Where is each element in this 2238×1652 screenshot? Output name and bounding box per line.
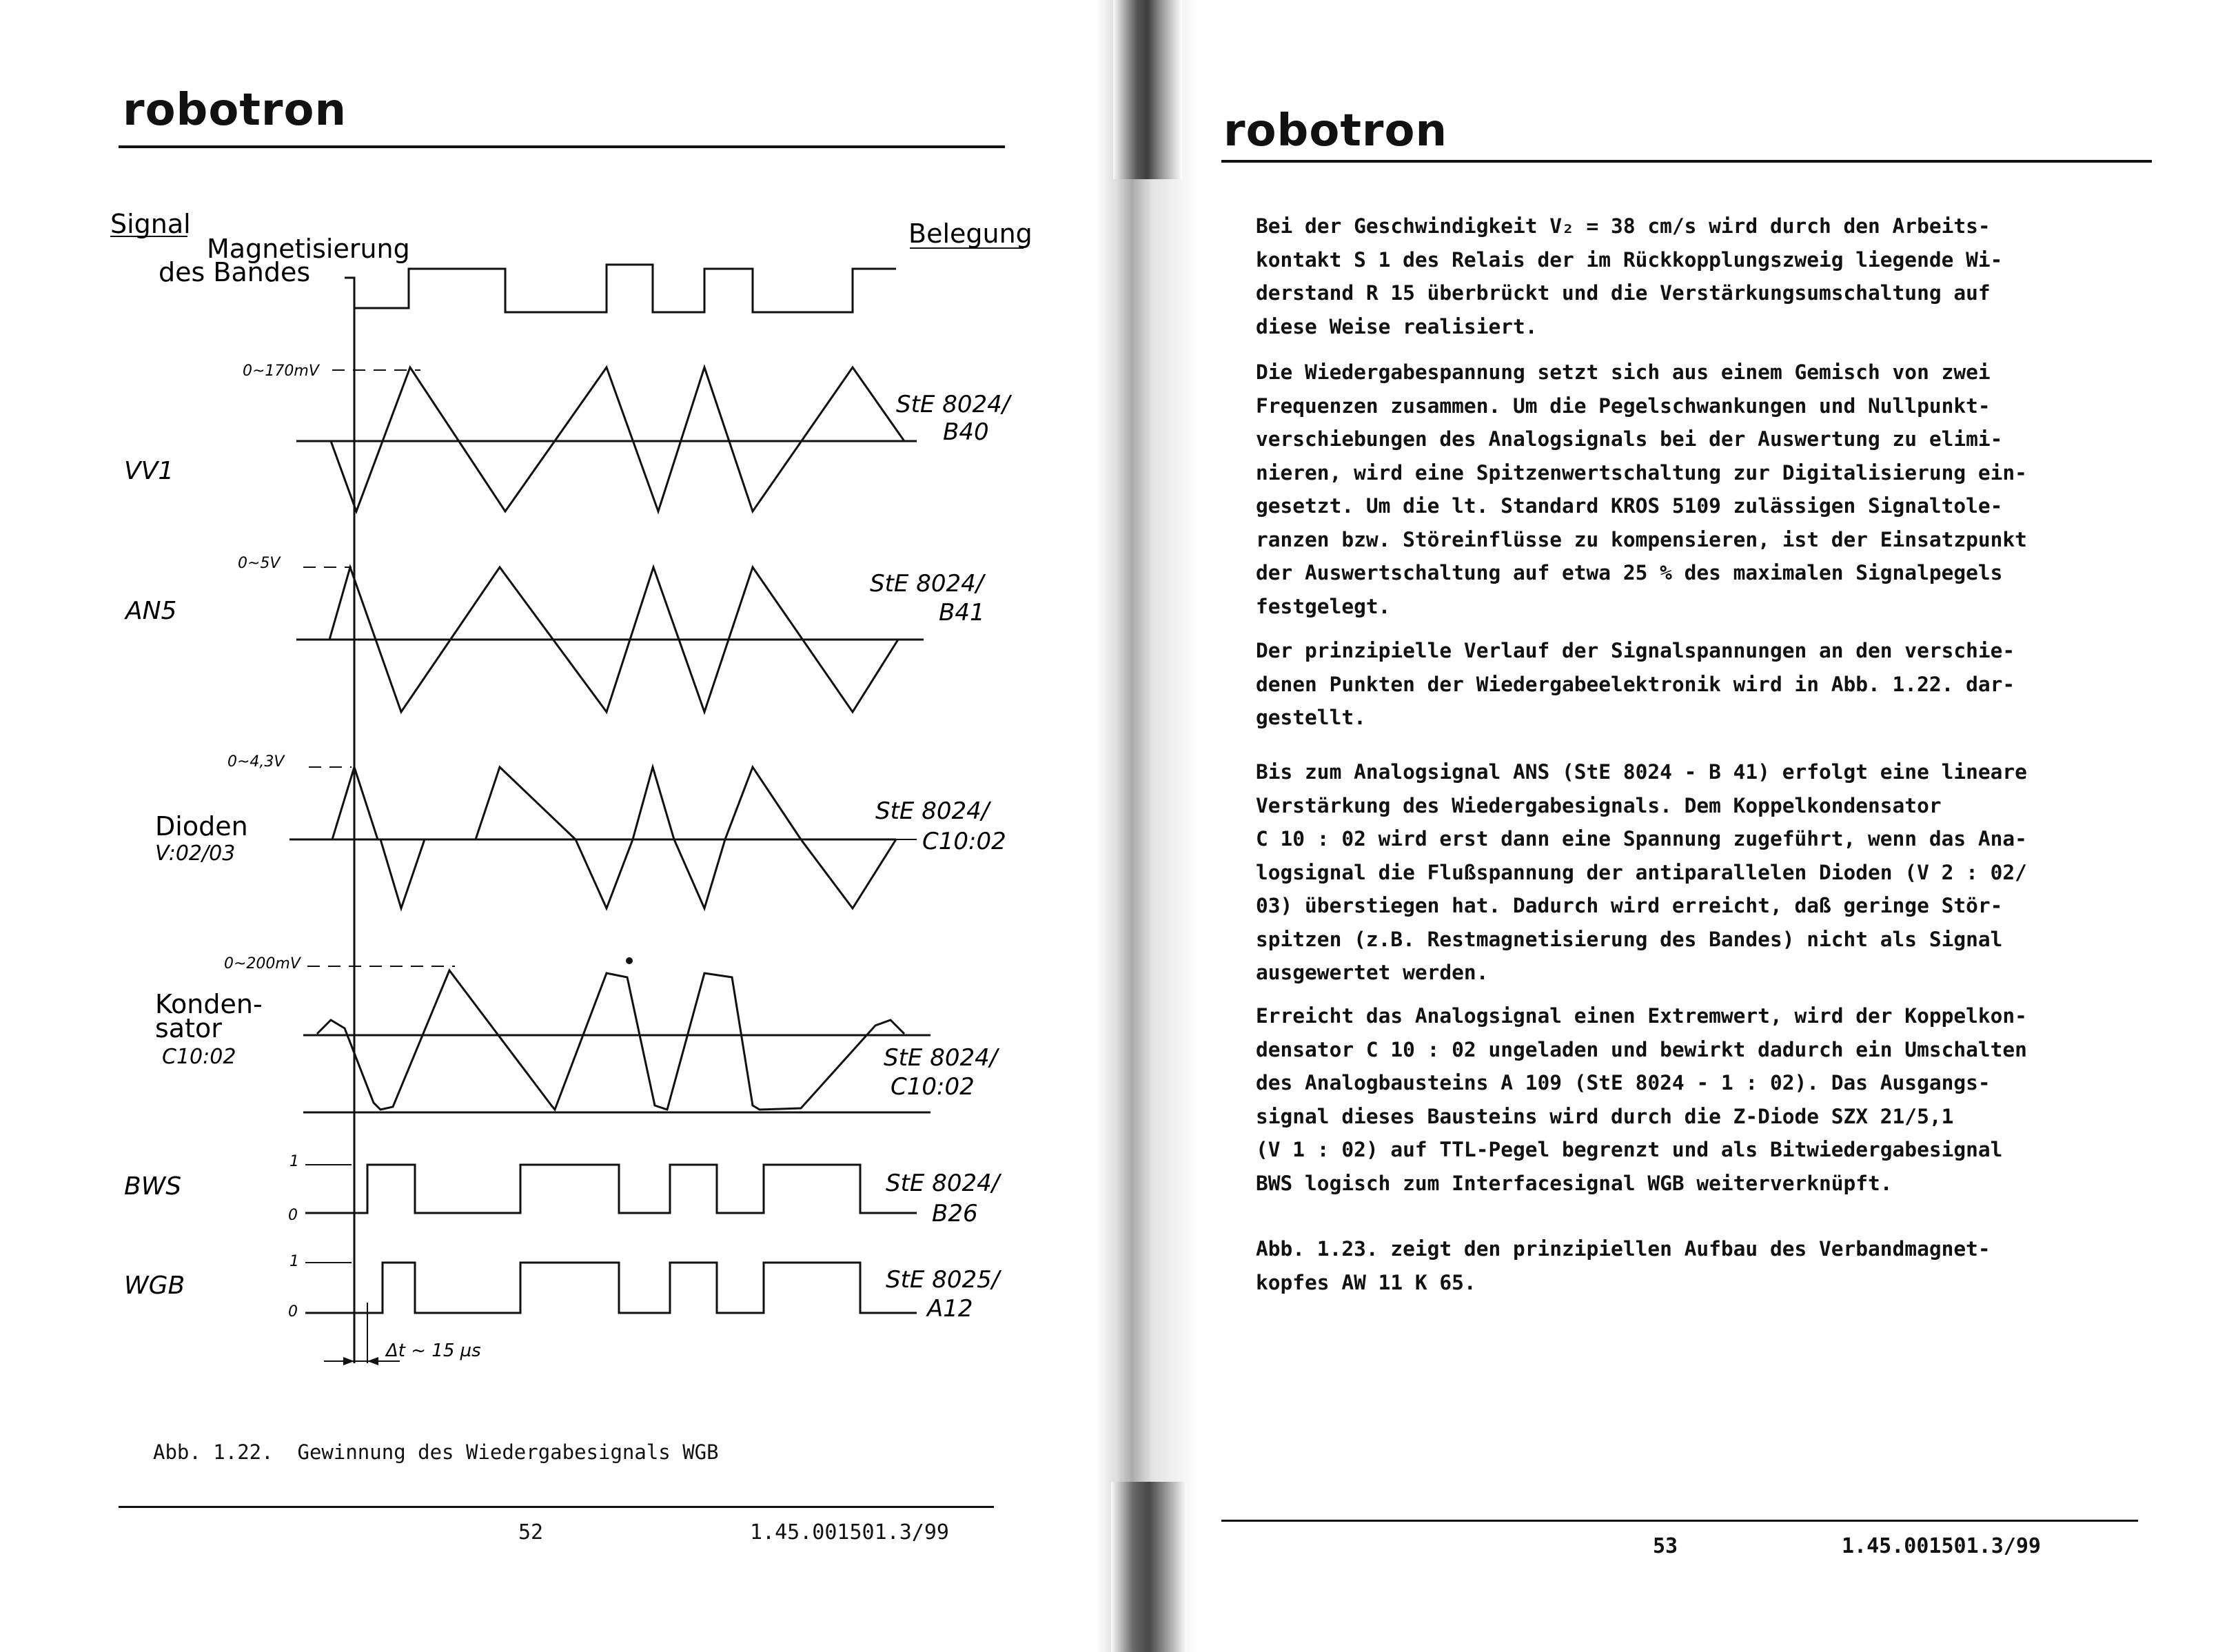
- wgb-low-label: 0: [288, 1303, 298, 1320]
- paragraph-6: Abb. 1.23. zeigt den prinzipiellen Aufbau des Verbandmagnet- kopfes AW 11 K 65.: [1256, 1237, 1991, 1294]
- header-rule: [1221, 160, 2152, 163]
- paragraph-5: Erreicht das Analogsignal einen Extremwert, wird der Koppelkon- densator C 10 : 02 ungeladen und bewirkt dadurch ein Umschalten des Analogbausteins A 109 (StE 8024 - 1 : 02). Das Ausgangs- signal dieses Bausteins wird durch die Z-Diode SZX 21/5,1 (V 1 : 02) auf TTL-Pegel begrenzt und als Bitwiedergabesignal BWS logisch zum Interfacesignal WGB weiterverknüpft.: [1256, 1004, 2027, 1195]
- bws-label: BWS: [124, 1172, 182, 1201]
- delay-label: Δt ~ 15 µs: [386, 1340, 481, 1361]
- dioden-level: 0~4,3V: [227, 753, 285, 771]
- wgb-high-label: 1: [289, 1253, 299, 1270]
- dioden-ref: StE 8024/: [875, 797, 990, 825]
- paragraph-1: Bei der Geschwindigkeit V₂ = 38 cm/s wird durch den Arbeits- kontakt S 1 des Relais der im Rückkopplungszweig liegende Wi- derstand R 15 überbrückt und die Verstärkungsumschaltung auf diese Weise realisiert.: [1256, 214, 2003, 338]
- vv1-level: 0~170mV: [243, 363, 319, 380]
- kondensator-ref: StE 8024/: [884, 1044, 998, 1072]
- kondensator-ref-2: C10:02: [891, 1073, 975, 1101]
- magnetisierung-label-2: des Bandes: [159, 257, 311, 287]
- footer-rule: [1221, 1520, 2138, 1522]
- right-page: [1172, 0, 2238, 1652]
- kondensator-waveform: [317, 970, 904, 1110]
- dioden-ref-label: V:02/03: [155, 842, 236, 866]
- belegung-label: Belegung: [908, 218, 1032, 249]
- an5-level: 0~5V: [238, 555, 281, 572]
- kondensator-level: 0~200mV: [224, 955, 301, 972]
- vv1-ref-2: B40: [943, 418, 989, 446]
- an5-label: AN5: [125, 597, 177, 625]
- dioden-ref-2: C10:02: [922, 828, 1006, 855]
- kondensator-label-2: sator: [155, 1013, 222, 1043]
- vv1-waveform: [324, 367, 904, 511]
- vv1-label: VV1: [124, 457, 174, 485]
- wgb-label: WGB: [124, 1272, 185, 1300]
- wgb-waveform: [305, 1263, 917, 1313]
- magnetisierung-waveform: [345, 265, 896, 312]
- kondensator-label: Konden-: [155, 989, 263, 1019]
- paragraph-2: Die Wiedergabespannung setzt sich aus einem Gemisch von zwei Frequenzen zusammen. Um die Pegelschwankungen und Nullpunkt- verschiebungen des Analogsignals bei der Auswertung zu elimi- nieren, wird eine Spitzenwertschaltung zur Digitalisierung ein- gesetzt. Um die lt. Standard KROS 5109 zulässigen Signaltole- ranzen bzw. Störeinflüsse zu kompensieren, ist der Einsatzpunkt der Auswertschaltung auf etwa 25 % des maximalen Signalpegels festgelegt.: [1256, 360, 2027, 618]
- magnetisierung-label: Magnetisierung: [207, 234, 410, 264]
- paragraph-3: Der prinzipielle Verlauf der Signalspannungen an den verschie- denen Punkten der Wiedergabeelektronik wird in Abb. 1.22. dar- gestellt.: [1256, 639, 2015, 729]
- page-number: 53: [1653, 1534, 1678, 1558]
- doc-code: 1.45.001501.3/99: [1842, 1534, 2041, 1558]
- bws-ref-2: B26: [932, 1200, 978, 1227]
- footer-rule: [119, 1506, 994, 1508]
- waveform-figure: [0, 0, 1075, 1399]
- left-page: [0, 0, 1075, 1652]
- robotron-logo: robotron: [123, 85, 347, 136]
- vv1-ref: StE 8024/: [896, 391, 1010, 418]
- bws-high-label: 1: [289, 1153, 299, 1170]
- an5-ref-2: B41: [939, 599, 985, 626]
- wgb-ref: StE 8025/: [886, 1266, 1000, 1294]
- doc-code: 1.45.001501.3/99: [750, 1520, 949, 1544]
- paragraph-4: Bis zum Analogsignal ANS (StE 8024 - B 41) erfolgt eine lineare Verstärkung des Wiedergabesignals. Dem Koppelkondensator C 10 : 02 wird erst dann eine Spannung zugeführt, wenn das Ana- logsignal die Flußspannung der antiparallelen Dioden (V 2 : 02/ 03) überstiegen hat. Dadurch wird erreicht, daß geringe Stör- spitzen (z.B. Restmagnetisierung des Bandes) nicht als Signal ausgewertet werden.: [1256, 760, 2027, 984]
- robotron-logo: robotron: [1223, 105, 1447, 156]
- an5-ref: StE 8024/: [870, 570, 984, 598]
- bws-waveform: [305, 1165, 917, 1213]
- bws-ref: StE 8024/: [886, 1170, 1000, 1197]
- signal-label: Signal: [110, 209, 191, 239]
- bws-low-label: 0: [288, 1207, 298, 1224]
- kondensator-ref-label: C10:02: [162, 1045, 236, 1069]
- figure-caption: Abb. 1.22. Gewinnung des Wiedergabesignals WGB: [153, 1440, 719, 1464]
- dioden-label: Dioden: [155, 811, 248, 842]
- dioden-waveform: [324, 767, 896, 908]
- page-number: 52: [518, 1520, 544, 1544]
- wgb-ref-2: A12: [927, 1295, 973, 1323]
